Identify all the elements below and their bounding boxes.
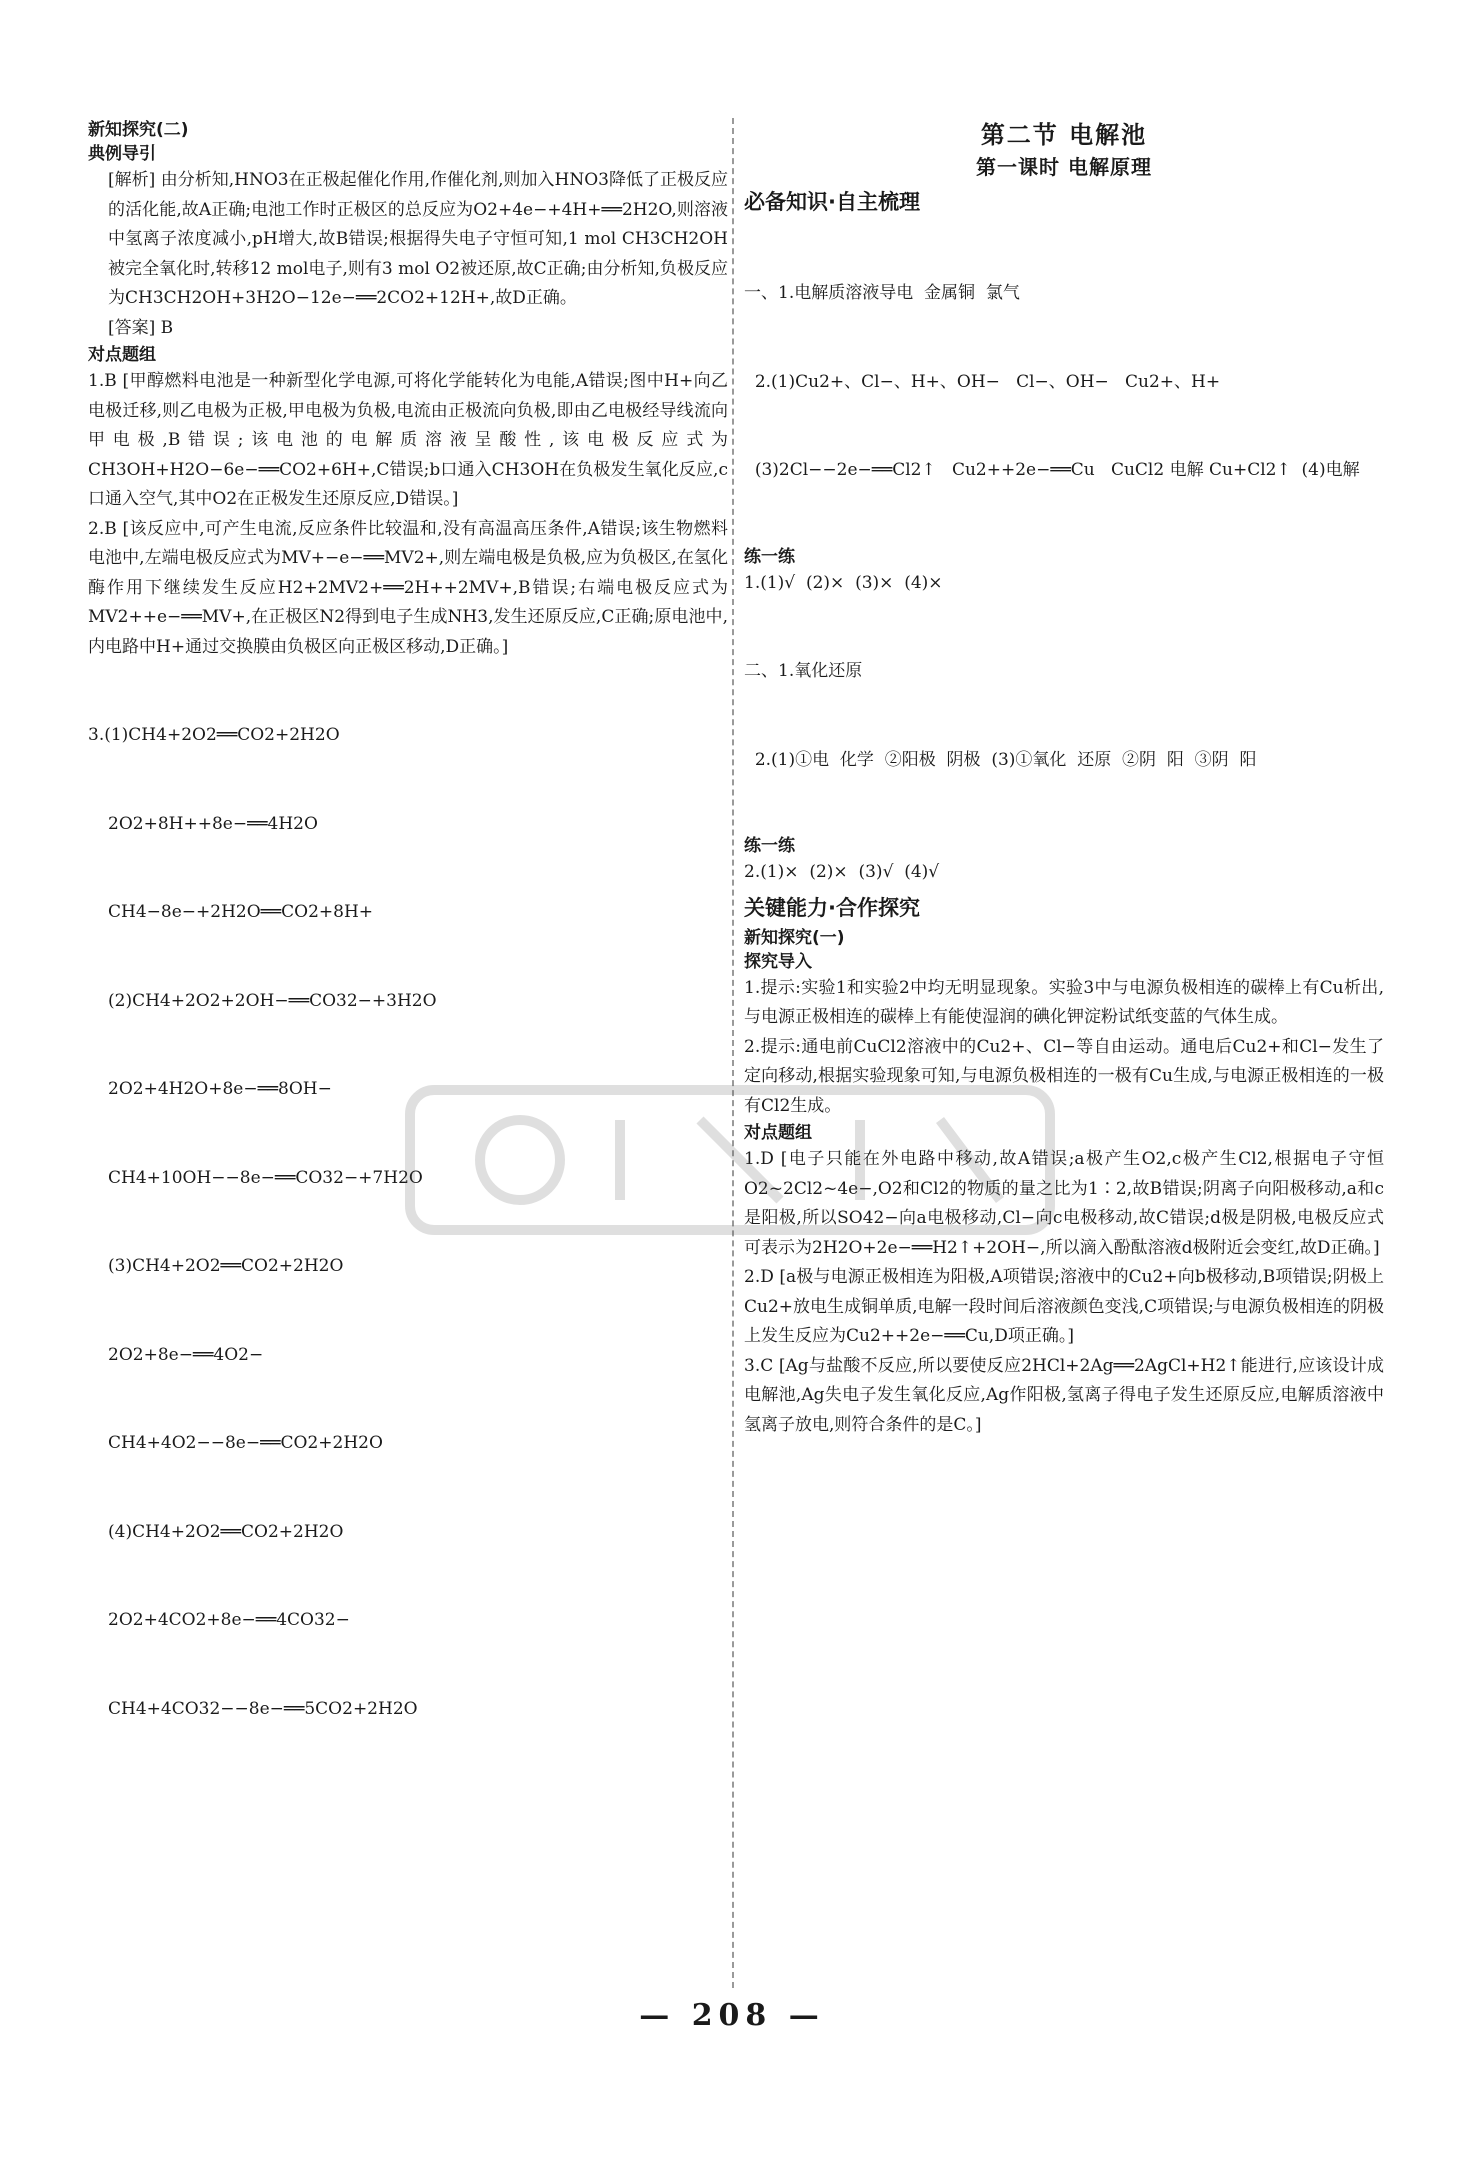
left-q2: 2.B [该反应中,可产生电流,反应条件比较温和,没有高温高压条件,A错误;该生物燃料电池中,左端电极反应式为MV+−e−══MV2+,则左端电极是负极,应为负极区,在氢化酶作用下继续发生反应H2+2MV2+══2H++2MV+,B错误;右端电极反应式为MV2++e−══MV+,在正极区N2得到电子生成NH3,发生还原反应,C正确;原电池中,内电路中H+通过交换膜由负极区向正极区移动,D正确。]	[88, 518, 728, 657]
q3-line: CH4+10OH−−8e−══CO32−+7H2O	[108, 1167, 423, 1188]
q3-line: CH4−8e−+2H2O══CO2+8H+	[108, 902, 374, 922]
heading-new-knowledge-2: 新知探究(二)	[88, 120, 189, 140]
example-analysis: [解析] 由分析知,HNO3在正极起催化作用,作催化剂,则加入HNO3降低了正极反应的活化能,故A正确;电池工作时正极区的总反应为O2+4e−+4H+══2H2O,则溶液中氢离子浓度减小,pH增大,故B错误;根据得失电子守恒可知,1 mol CH3CH2OH被完全氧化时,转移12 mol电子,则有3 mol O2被还原,故C正确;由分析知,负极反应为CH3CH2OH+3H2O−12e−══2CO2+12H+,故D正确。	[108, 170, 728, 308]
section-title: 第二节 电解池	[980, 121, 1148, 149]
column-divider	[732, 118, 734, 1988]
practice-1-answers: 1.(1)√ (2)× (3)× (4)×	[744, 572, 943, 593]
page-number-value: 208	[691, 1998, 773, 2033]
kp-line: 2.(1)①电 化学 ②阳极 阴极 (3)①氧化 还原 ②阴 阳 ③阴 阳	[744, 749, 1257, 770]
q3-line: (4)CH4+2O2══CO2+2H2O	[108, 1521, 344, 1542]
q3-line: 2O2+4H2O+8e−══8OH−	[108, 1079, 332, 1099]
right-q1: 1.D [电子只能在外电路中移动,故A错误;a极产生O2,c极产生Cl2,根据电子守恒O2~2Cl2~4e−,O2和Cl2的物质的量之比为1∶2,故B错误;阴离子向阳极移动,a和c是阳极,所以SO42−向a电极移动,Cl−向c电极移动,故C错误;d极是阴极,电极反应式可表示为2H2O+2e−══H2↑+2OH−,所以滴入酚酞溶液d极附近会变红,故D正确。]	[744, 1149, 1384, 1258]
q3-line: 2O2+8H++8e−══4H2O	[108, 813, 318, 834]
q3-line: 2O2+8e−══4O2−	[108, 1344, 264, 1365]
q3-line: 2O2+4CO2+8e−══4CO32−	[108, 1610, 350, 1630]
page-number: — 208 —	[639, 1998, 825, 2033]
example-answer: [答案] B	[108, 317, 174, 338]
heading-example-guide: 典例导引	[88, 144, 156, 164]
right-q3: 3.C [Ag与盐酸不反应,所以要使反应2HCl+2Ag══2AgCl+H2↑能进行,应该设计成电解池,Ag失电子发生氧化反应,Ag作阳极,氢离子得电子发生还原反应,电解质溶液中氢离子放电,则符合条件的是C。]	[744, 1355, 1384, 1435]
hint-1: 1.提示:实验1和实验2中均无明显现象。实验3中与电源负极相连的碳棒上有Cu析出,与电源正极相连的碳棒上有能使湿润的碘化钾淀粉试纸变蓝的气体生成。	[744, 977, 1384, 1027]
right-q2: 2.D [a极与电源正极相连为阳极,A项错误;溶液中的Cu2+向b极移动,B项错误;阴极上Cu2+放电生成铜单质,电解一段时间后溶液颜色变浅,C项错误;与电源负极相连的阴极上发生反应为Cu2++2e−══Cu,D项正确。]	[744, 1267, 1384, 1346]
kp-line: 2.(1)Cu2+、Cl−、H+、OH− Cl−、OH− Cu2+、H+	[744, 371, 1221, 392]
knowledge-points-1	[744, 220, 1384, 545]
heading-practice-group: 对点题组	[88, 345, 156, 365]
watermark-logo	[400, 1060, 1060, 1260]
left-column	[88, 118, 728, 1783]
kp-line: 二、1.氧化还原	[744, 661, 863, 681]
lesson-title: 第一课时 电解原理	[976, 155, 1152, 179]
heading-practice-group-right: 对点题组	[744, 1123, 812, 1143]
left-q1: 1.B [甲醇燃料电池是一种新型化学电源,可将化学能转化为电能,A错误;图中H+向乙电极迁移,则乙电极为正极,甲电极为负极,电流由正极流向负极,即由乙电极经导线流向甲电极,B错误;该电池的电解质溶液呈酸性,该电极反应式为CH3OH+H2O−6e−══CO2+6H+,C错误;b口通入CH3OH在负极发生氧化反应,c口通入空气,其中O2在正极发生还原反应,D错误。]	[88, 371, 728, 509]
q3-line: (3)CH4+2O2══CO2+2H2O	[108, 1256, 344, 1276]
practice-2-answers: 2.(1)× (2)× (3)√ (4)√	[744, 862, 940, 882]
knowledge-points-2	[744, 598, 1384, 834]
heading-practice-1: 练一练	[744, 546, 795, 567]
q3-line: CH4+4CO32−−8e−══5CO2+2H2O	[108, 1698, 418, 1719]
heading-practice-2: 练一练	[744, 836, 795, 856]
heading-key-abilities: 关键能力·合作探究	[744, 895, 920, 920]
q3-line: (2)CH4+2O2+2OH−══CO32−+3H2O	[108, 990, 437, 1011]
heading-new-knowledge-1: 新知探究(一)	[744, 927, 845, 948]
kp-line: (3)2Cl−−2e−══Cl2↑ Cu2++2e−══Cu CuCl2 电解 Cu+Cl2↑ (4)电解	[744, 460, 1360, 480]
q3-line: CH4+4O2−−8e−══CO2+2H2O	[108, 1433, 383, 1453]
hint-2: 2.提示:通电前CuCl2溶液中的Cu2+、Cl−等自由运动。通电后Cu2+和Cl−发生了定向移动,根据实验现象可知,与电源负极相连的一极有Cu生成,与电源正极相连的一极有Cl2生成。	[744, 1036, 1384, 1116]
kp-line: 一、1.电解质溶液导电 金属铜 氯气	[744, 283, 1020, 303]
q3-line: 3.(1)CH4+2O2══CO2+2H2O	[88, 725, 340, 745]
heading-explore-intro: 探究导入	[744, 951, 812, 972]
heading-essential-knowledge: 必备知识·自主梳理	[744, 190, 920, 214]
